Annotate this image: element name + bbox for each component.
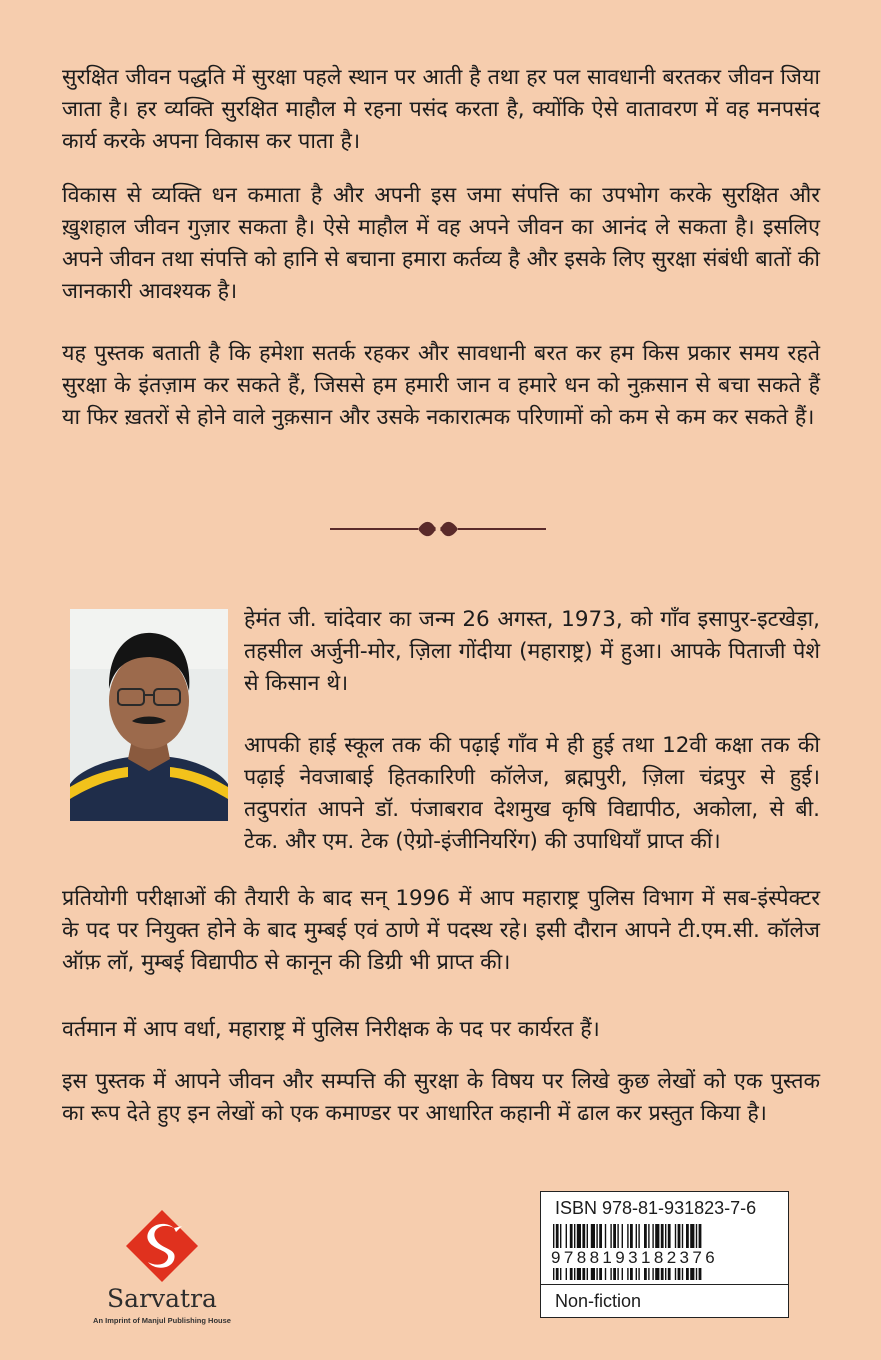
publisher-tagline: An Imprint of Manjul Publishing House xyxy=(93,1316,231,1325)
blurb-paragraph-1: सुरक्षित जीवन पद्धति में सुरक्षा पहले स्थान पर आती है तथा हर पल सावधानी बरतकर जीवन जिया जाता है। हर व्यक्ति सुरक्षित माहौल मे रहना पसंद करता है, क्योंकि ऐसे वातावरण में वह मनपसंद कार्य करके अपना विकास कर पाता है। xyxy=(62,65,820,154)
sarvatra-swan-icon xyxy=(82,1208,242,1284)
author-bio-paragraph-4: वर्तमान में आप वर्धा, महाराष्ट्र में पुलिस निरीक्षक के पद पर कार्यरत हैं। xyxy=(62,1017,600,1042)
publisher-name: Sarvatra xyxy=(107,1284,217,1313)
blurb-paragraph-3: यह पुस्तक बताती है कि हमेशा सतर्क रहकर और सावधानी बरत कर हम किस प्रकार समय रहते सुरक्षा के इंतज़ाम कर सकते हैं, जिससे हम हमारी जान व हमारे धन को नुक़सान से बचा सकते हैं या फिर ख़तरों से होने वाले नुक़सान और उसके नकारात्मक परिणामों को कम से कम कर सकते हैं। xyxy=(62,341,820,430)
author-bio-paragraph-3: प्रतियोगी परीक्षाओं की तैयारी के बाद सन् 1996 में आप महाराष्ट्र पुलिस विभाग में सब-इंस्पेक्टर के पद पर नियुक्त होने के बाद मुम्बई एवं ठाणे में पदस्थ रहे। इसी दौरान आपने टी.एम.सी. कॉलेज ऑफ़ लॉ, मुम्बई विद्यापीठ से कानून की डिग्री भी प्राप्त की। xyxy=(62,886,820,975)
isbn-label: ISBN 978-81-931823-7-6 xyxy=(555,1198,757,1218)
isbn-barcode-box xyxy=(540,1191,789,1318)
isbn-digits: 9788193182376 xyxy=(551,1248,719,1267)
genre-label: Non-fiction xyxy=(555,1291,642,1311)
author-bio-paragraph-1: हेमंत जी. चांदेवार का जन्म 26 अगस्त, 1973, को गाँव इसापुर-इटखेड़ा, तहसील अर्जुनी-मोर, ज़िला गोंदीया (महाराष्ट्र) में हुआ। आपके पिताजी पेशे से किसान थे। xyxy=(244,607,820,696)
author-bio-paragraph-5: इस पुस्तक में आपने जीवन और सम्पत्ति की सुरक्षा के विषय पर लिखे कुछ लेखों को एक पुस्तक का रूप देते हुए इन लेखों को एक कमाण्डर पर आधारित कहानी में ढाल कर प्रस्तुत किया है। xyxy=(62,1069,820,1126)
ornament-divider-icon xyxy=(330,518,546,540)
publisher-logo xyxy=(82,1208,242,1338)
author-photo xyxy=(70,609,228,821)
author-bio-paragraph-2: आपकी हाई स्कूल तक की पढ़ाई गाँव मे ही हुई तथा 12वी कक्षा तक की पढ़ाई नेवजाबाई हितकारिणी कॉलेज, ब्रह्मपुरी, ज़िला चंद्रपुर से हुई। तदुपरांत आपने डॉ. पंजाबराव देशमुख कृषि विद्यापीठ, अकोला, से बी. टेक. और एम. टेक (ऐग्रो-इंजीनियरिंग) की उपाधियाँ प्राप्त कीं। xyxy=(244,733,820,854)
blurb-paragraph-2: विकास से व्यक्ति धन कमाता है और अपनी इस जमा संपत्ति का उपभोग करके सुरक्षित और ख़ुशहाल जीवन गुज़ार सकता है। ऐसे माहौल में वह अपने जीवन का आनंद ले सकता है। इसलिए अपने जीवन तथा संपत्ति को हानि से बचाना हमारा कर्तव्य है और इसके लिए सुरक्षा संबंधी बातों की जानकारी आवश्यक है। xyxy=(62,183,820,304)
